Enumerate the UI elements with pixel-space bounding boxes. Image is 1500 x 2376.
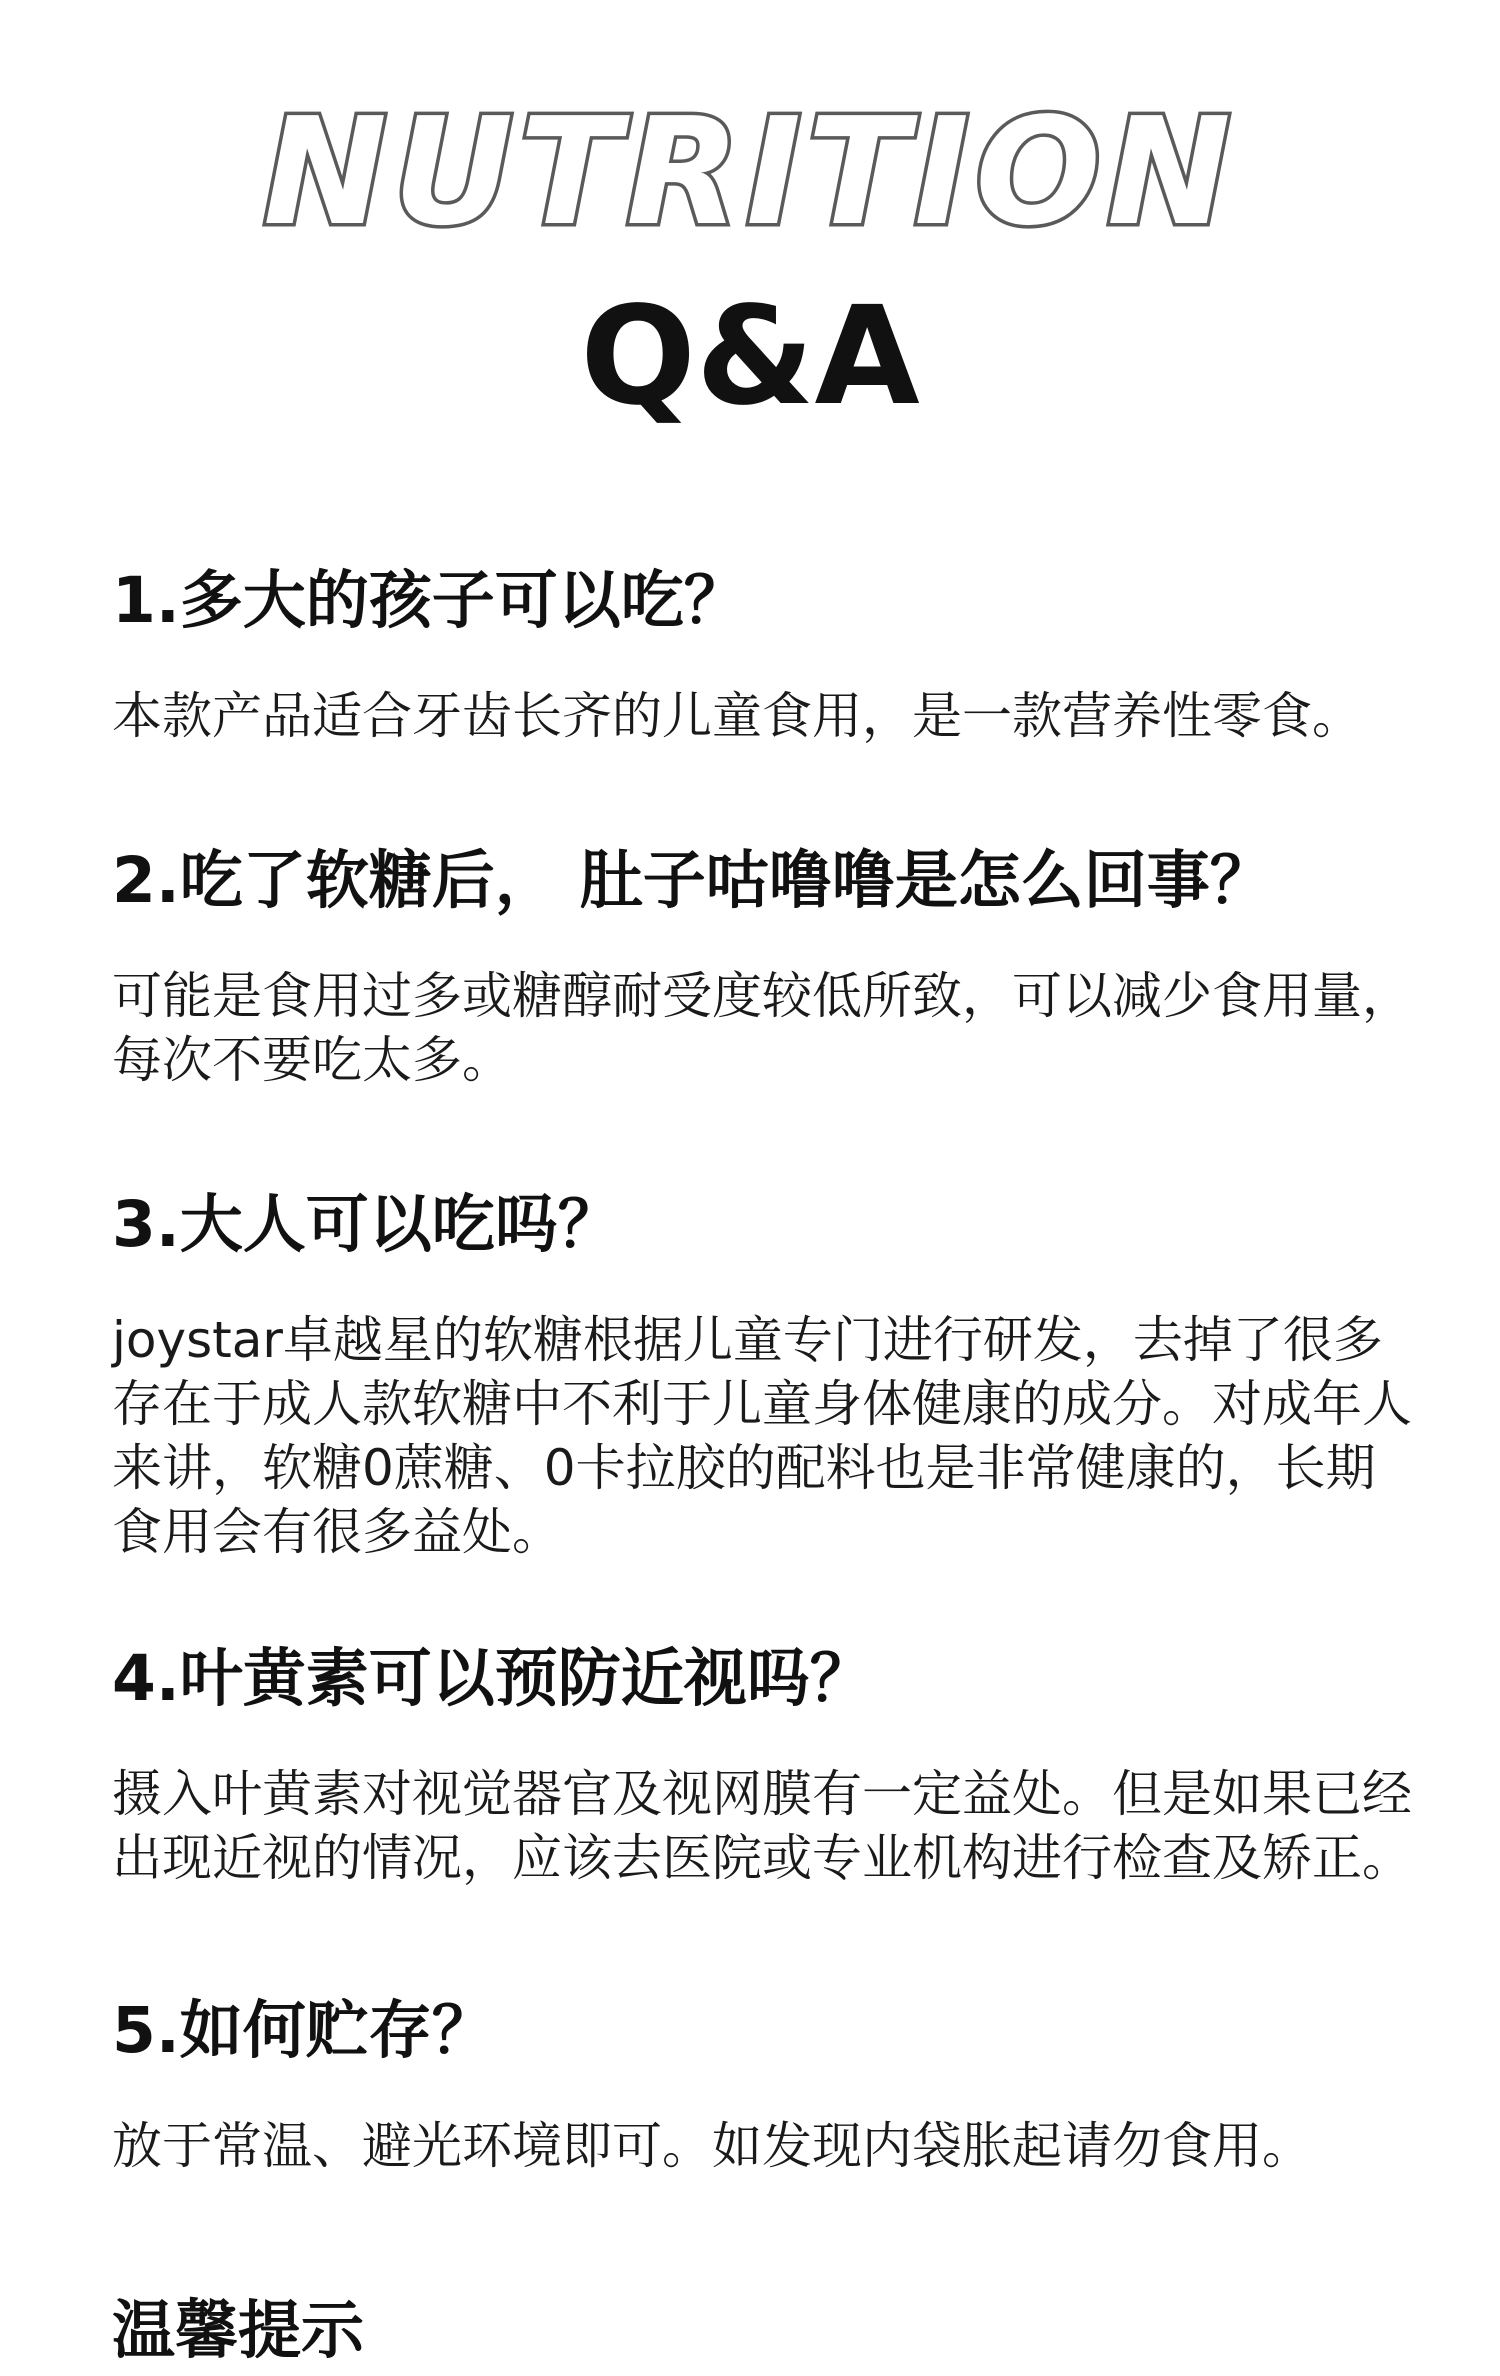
- answer-2: 可能是食用过多或糖醇耐受度较低所致，可以减少食用量，每次不要吃太多。: [112, 967, 1412, 1089]
- qa-item-3: [112, 1180, 1452, 1564]
- answer-3: joystar卓越星的软糖根据儿童专门进行研发，去掉了很多存在于成人款软糖中不利于儿童身体健康的成分。对成年人来讲，软糖0蔗糖、0卡拉胶的配料也是非常健康的，长期食用会有很多益处。: [112, 1311, 1412, 1561]
- answer-5: 放于常温、避光环境即可。如发现内袋胀起请勿食用。: [112, 2117, 1312, 2175]
- section-heading-cutoff: 温馨提示: [112, 2294, 364, 2367]
- question-1: 1.多大的孩子可以吃？: [112, 564, 747, 637]
- question-5: 5.如何贮存？: [112, 1994, 495, 2067]
- qa-item-5: [112, 1986, 1452, 2178]
- question-4: 4.叶黄素可以预防近视吗？: [112, 1642, 873, 1715]
- page-title: NUTRITION: [263, 86, 1237, 258]
- qa-item-4: [112, 1634, 1452, 1890]
- answer-1: 本款产品适合牙齿长齐的儿童食用，是一款营养性零食。: [112, 687, 1362, 745]
- qa-item-2: [112, 836, 1452, 1092]
- qa-list: [112, 556, 1452, 2178]
- page-subtitle: Q&A: [580, 278, 920, 436]
- qa-item-1: [112, 556, 1452, 748]
- answer-4: 摄入叶黄素对视觉器官及视网膜有一定益处。但是如果已经出现近视的情况，应该去医院或专业机构进行检查及矫正。: [112, 1765, 1412, 1887]
- question-3: 3.大人可以吃吗？: [112, 1188, 621, 1261]
- question-2: 2.吃了软糖后， 肚子咕噜噜是怎么回事？: [112, 844, 1273, 917]
